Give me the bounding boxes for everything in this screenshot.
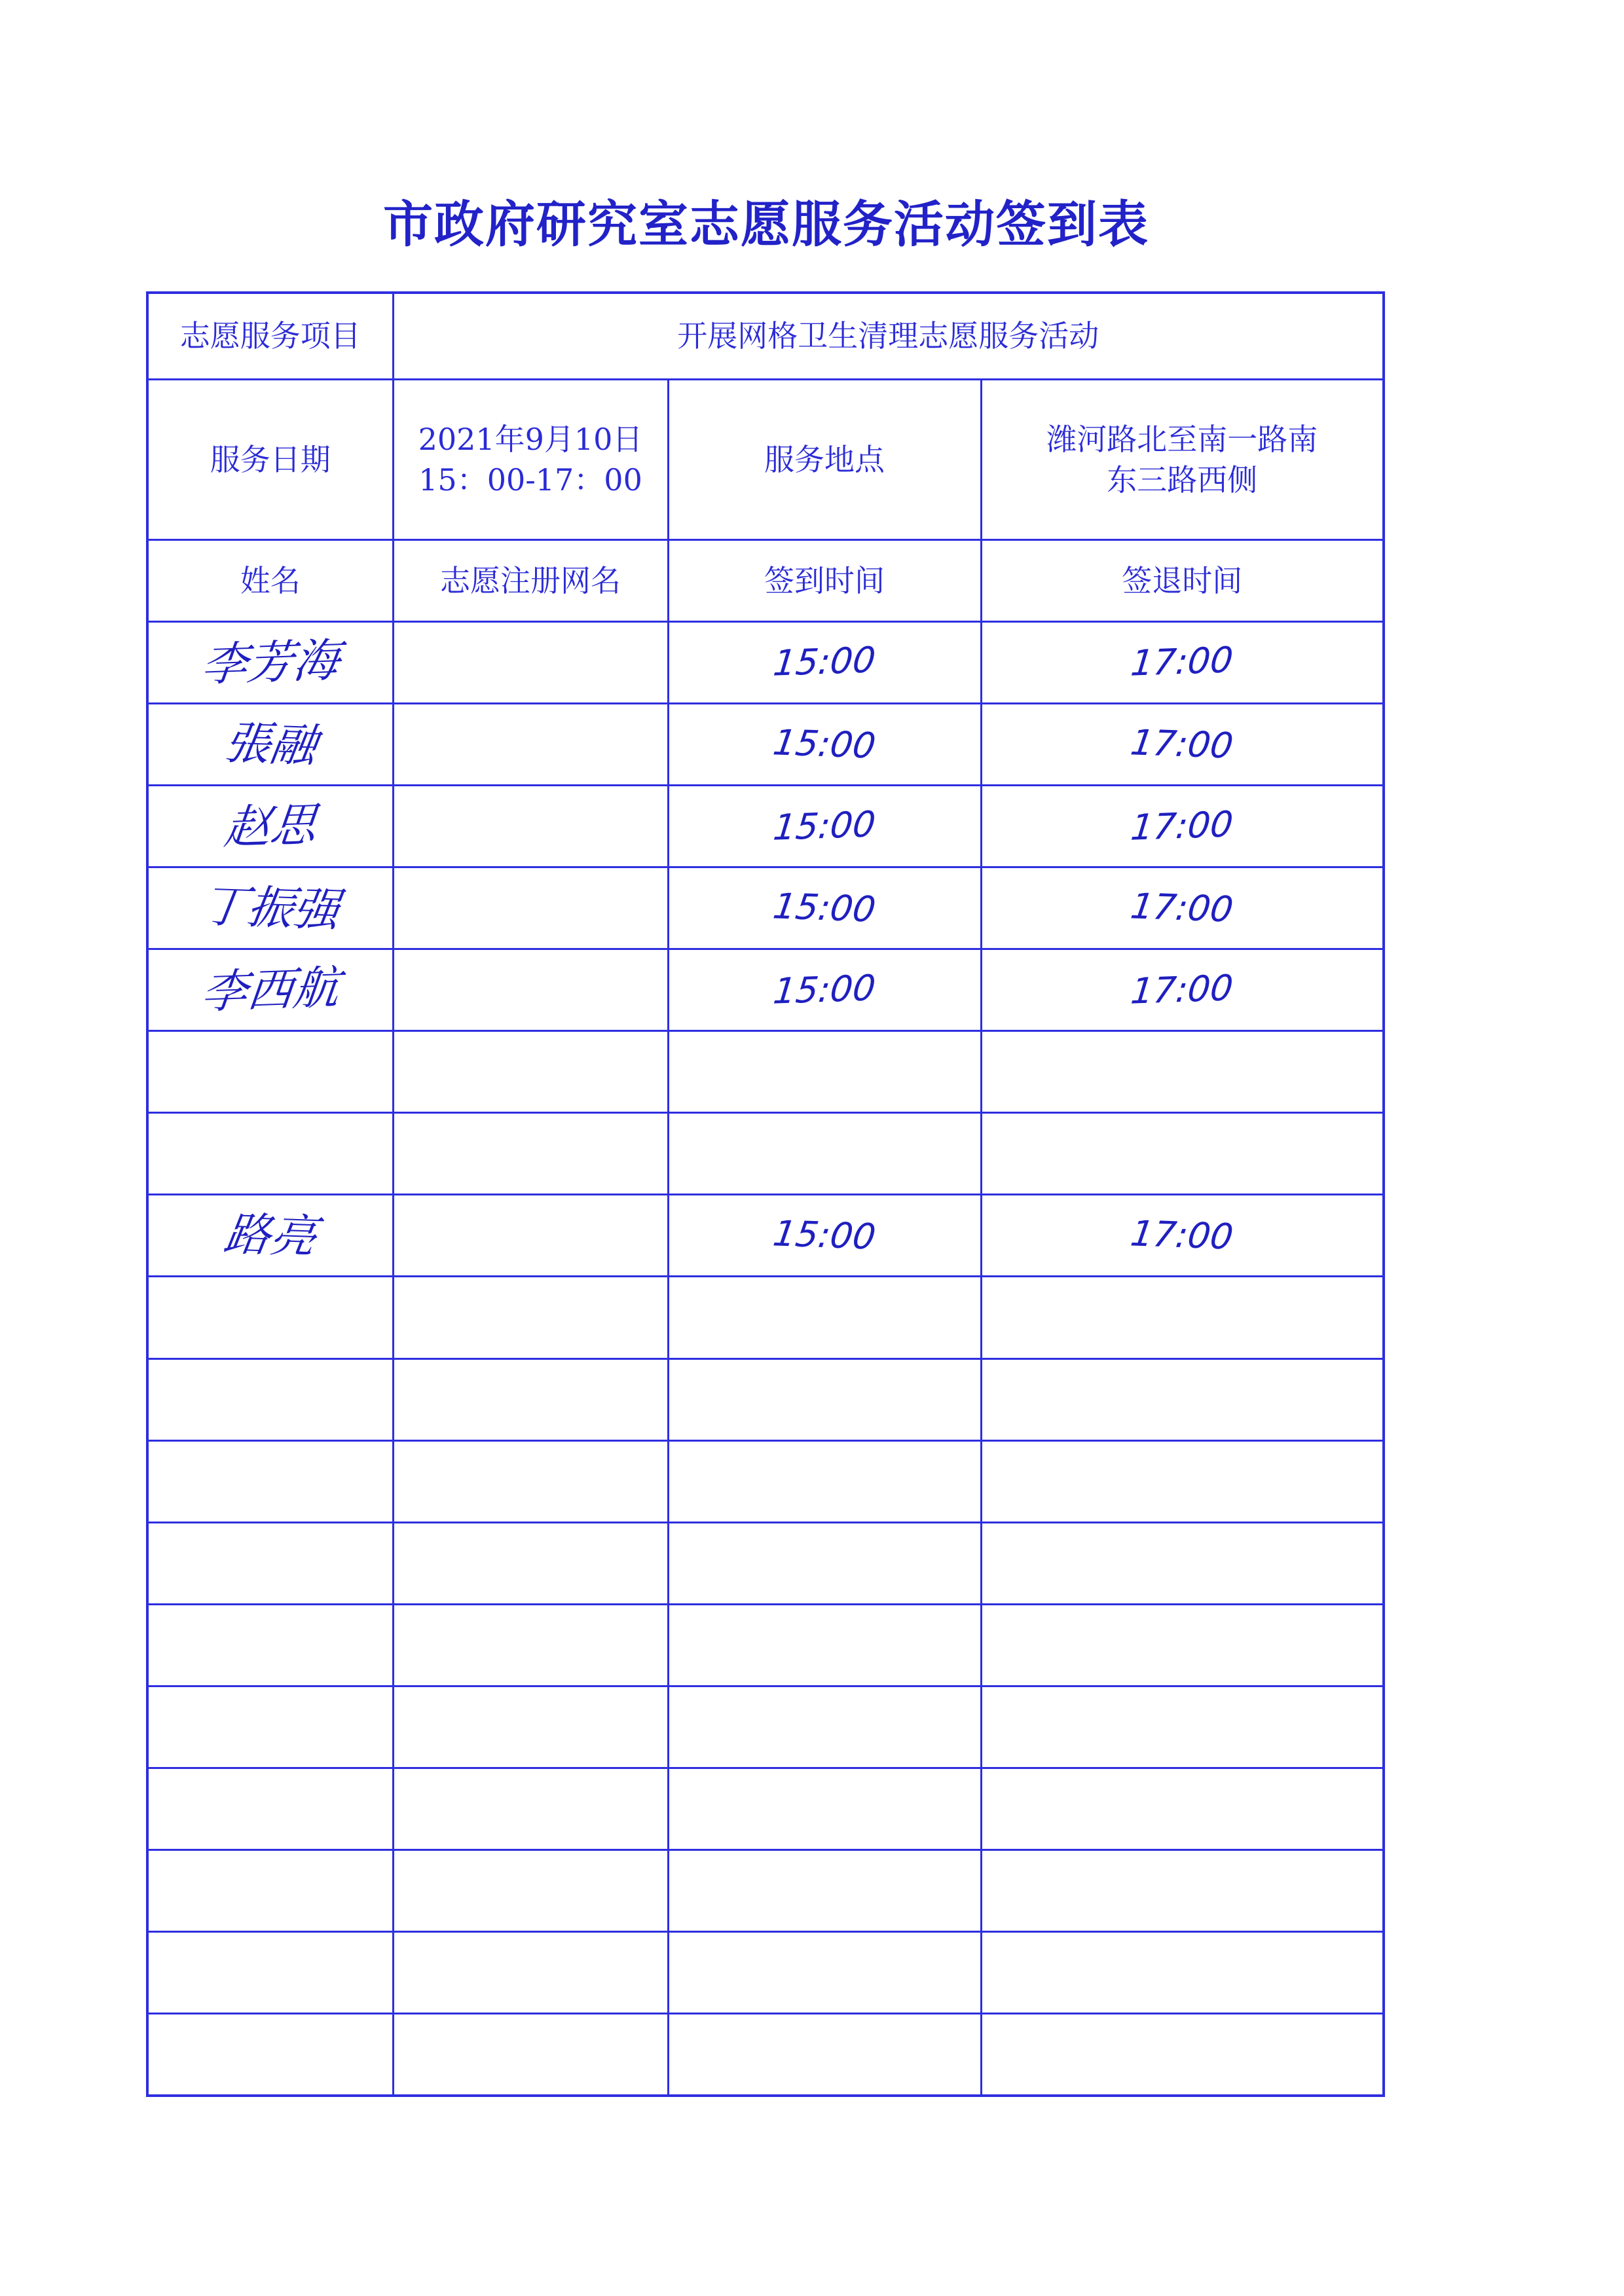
checkout-time: 17:00 <box>1128 1212 1236 1258</box>
signature-cell <box>147 786 393 867</box>
checkout-time-cell <box>981 621 1384 703</box>
checkout-time-cell <box>981 1440 1384 1522</box>
table-row <box>147 703 1384 785</box>
checkin-time-cell <box>668 703 981 785</box>
checkin-time: 15:00 <box>771 639 878 685</box>
signature-cell <box>147 2014 393 2096</box>
checkout-time-cell <box>981 1850 1384 1932</box>
service-place-label: 服务地点 <box>668 379 981 539</box>
table-row <box>147 621 1384 703</box>
checkout-time-cell <box>981 1768 1384 1850</box>
signature-cell <box>147 1604 393 1686</box>
checkin-time: 15:00 <box>770 721 879 767</box>
checkout-time-cell <box>981 1031 1384 1113</box>
register-cell-cell <box>393 1686 668 1768</box>
checkout-time-cell <box>981 949 1384 1031</box>
checkin-time-cell <box>668 1932 981 2014</box>
signature-cell <box>147 1850 393 1932</box>
register-cell-cell <box>393 949 668 1031</box>
signature-cell <box>147 1195 393 1277</box>
sign-in-table <box>146 291 1385 2097</box>
checkout-time-cell <box>981 1277 1384 1358</box>
register-cell-cell <box>393 1440 668 1522</box>
checkin-time-cell <box>668 1768 981 1850</box>
table-row <box>147 949 1384 1031</box>
table-row <box>147 1850 1384 1932</box>
signature-cell <box>147 1113 393 1195</box>
checkin-time-cell <box>668 949 981 1031</box>
signature-cell <box>147 1686 393 1768</box>
table-row <box>147 1195 1384 1277</box>
register-cell-cell <box>393 1195 668 1277</box>
checkout-time-cell <box>981 1932 1384 2014</box>
checkin-time-cell <box>668 867 981 949</box>
table-row <box>147 1768 1384 1850</box>
register-cell-cell <box>393 2014 668 2096</box>
signature-cell <box>147 1768 393 1850</box>
checkout-time-cell <box>981 1195 1384 1277</box>
signature-cell <box>147 1522 393 1604</box>
checkin-time-cell <box>668 1604 981 1686</box>
register-cell-cell <box>393 1932 668 2014</box>
service-date-label: 服务日期 <box>147 379 393 539</box>
service-place-line: 潍河路北至南一路南 <box>1046 421 1318 457</box>
checkin-time-cell <box>668 1195 981 1277</box>
signature-cell <box>147 703 393 785</box>
service-place-line: 东三路西侧 <box>1107 462 1258 498</box>
table-row <box>147 1686 1384 1768</box>
checkout-time-cell <box>981 703 1384 785</box>
table-row <box>147 1604 1384 1686</box>
register-cell-cell <box>393 621 668 703</box>
table-row <box>147 2014 1384 2096</box>
column-header-row <box>147 539 1384 621</box>
register-cell-cell <box>393 786 668 867</box>
project-value: 开展网格卫生清理志愿服务活动 <box>393 293 1384 379</box>
column-header-checkout: 签退时间 <box>981 539 1384 621</box>
project-label: 志愿服务项目 <box>147 293 393 379</box>
signature-cell <box>147 1277 393 1358</box>
checkout-time-cell <box>981 786 1384 867</box>
register-cell-cell <box>393 703 668 785</box>
table-row <box>147 1522 1384 1604</box>
table-row <box>147 1277 1384 1358</box>
signature: 赵思 <box>221 797 320 855</box>
signature: 路亮 <box>221 1207 320 1264</box>
column-header-name: 姓名 <box>147 539 393 621</box>
signature-cell <box>147 1031 393 1113</box>
signature: 李西航 <box>198 960 342 1019</box>
register-cell-cell <box>393 1522 668 1604</box>
table-row <box>147 1932 1384 2014</box>
checkout-time: 17:00 <box>1128 721 1236 767</box>
signature: 丁振强 <box>198 879 343 938</box>
register-cell-cell <box>393 1604 668 1686</box>
service-info-row <box>147 379 1384 539</box>
checkin-time-cell <box>668 1522 981 1604</box>
service-place-value <box>981 379 1384 539</box>
register-cell-cell <box>393 867 668 949</box>
register-cell-cell <box>393 1850 668 1932</box>
checkin-time-cell <box>668 786 981 867</box>
checkin-time-cell <box>668 1850 981 1932</box>
checkout-time-cell <box>981 1522 1384 1604</box>
checkin-time-cell <box>668 621 981 703</box>
checkin-time-cell <box>668 1113 981 1195</box>
checkin-time-cell <box>668 1440 981 1522</box>
checkout-time-cell <box>981 2014 1384 2096</box>
service-time-line: 15：00-17：00 <box>418 462 642 498</box>
checkin-time: 15:00 <box>771 966 878 1012</box>
signature-cell <box>147 621 393 703</box>
checkin-time-cell <box>668 1031 981 1113</box>
service-date-line: 2021年9月10日 <box>418 421 643 457</box>
checkout-time-cell <box>981 1113 1384 1195</box>
checkout-time: 17:00 <box>1129 803 1236 848</box>
service-date-value <box>393 379 668 539</box>
project-row <box>147 293 1384 379</box>
signature-cell <box>147 949 393 1031</box>
register-cell-cell <box>393 1031 668 1113</box>
signature-cell <box>147 1440 393 1522</box>
column-header-checkin: 签到时间 <box>668 539 981 621</box>
checkin-time-cell <box>668 1358 981 1440</box>
checkin-time: 15:00 <box>771 803 878 848</box>
checkout-time: 17:00 <box>1129 639 1236 685</box>
table-row <box>147 786 1384 867</box>
page-title: 市政府研究室志愿服务活动签到表 <box>383 195 1149 253</box>
checkin-time-cell <box>668 2014 981 2096</box>
register-cell-cell <box>393 1768 668 1850</box>
table-row <box>147 1358 1384 1440</box>
checkout-time-cell <box>981 1686 1384 1768</box>
table-row <box>147 1440 1384 1522</box>
checkout-time-cell <box>981 1358 1384 1440</box>
signature-cell <box>147 867 393 949</box>
checkin-time: 15:00 <box>770 885 879 930</box>
register-cell-cell <box>393 1277 668 1358</box>
table-row <box>147 1031 1384 1113</box>
register-cell-cell <box>393 1358 668 1440</box>
table-row <box>147 1113 1384 1195</box>
signature-cell <box>147 1358 393 1440</box>
checkout-time-cell <box>981 1604 1384 1686</box>
checkin-time-cell <box>668 1277 981 1358</box>
register-cell-cell <box>393 1113 668 1195</box>
signature: 李芳海 <box>198 632 342 692</box>
signature-cell <box>147 1932 393 2014</box>
table-row <box>147 867 1384 949</box>
checkout-time: 17:00 <box>1128 885 1236 930</box>
column-header-register: 志愿注册网名 <box>393 539 668 621</box>
signature: 張融 <box>221 716 320 773</box>
checkin-time: 15:00 <box>770 1212 879 1258</box>
checkout-time: 17:00 <box>1129 966 1236 1012</box>
checkout-time-cell <box>981 867 1384 949</box>
checkin-time-cell <box>668 1686 981 1768</box>
